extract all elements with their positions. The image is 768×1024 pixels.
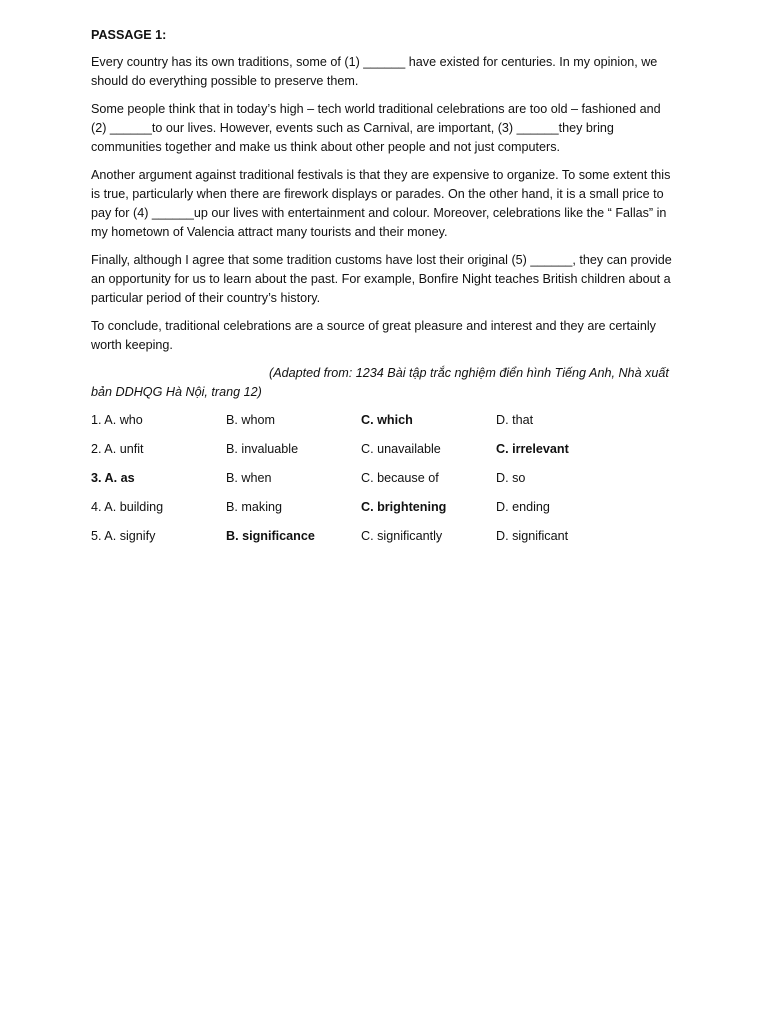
option-b: B. significance xyxy=(226,529,315,543)
question-row xyxy=(91,527,679,556)
question-row xyxy=(91,498,679,527)
option-d: C. irrelevant xyxy=(496,442,569,456)
option-b: B. whom xyxy=(226,413,275,427)
option-d: D. significant xyxy=(496,529,569,543)
question-row xyxy=(91,469,679,498)
question-list xyxy=(91,411,679,556)
paragraph-5: To conclude, traditional celebrations are a source of great pleasure and interest and they are certainly worth keeping. xyxy=(91,319,656,352)
option-c: C. unavailable xyxy=(361,442,441,456)
option-c: C. because of xyxy=(361,471,439,485)
option-a: 2. A. unfit xyxy=(91,442,144,456)
option-b: B. when xyxy=(226,471,272,485)
option-c: C. which xyxy=(361,413,413,427)
option-c: C. brightening xyxy=(361,500,447,514)
document-page xyxy=(91,26,679,556)
question-row xyxy=(91,411,679,440)
passage-heading: PASSAGE 1: xyxy=(91,28,167,42)
option-d: D. ending xyxy=(496,500,550,514)
option-c: C. significantly xyxy=(361,529,443,543)
option-b: B. making xyxy=(226,500,282,514)
option-d: D. so xyxy=(496,471,526,485)
paragraph-3: Another argument against traditional festivals is that they are expensive to organize. To some extent this is true, particularly when there are firework displays or parades. On the other hand, it is a small price to pay for (4) ______up our lives with entertainment and colour. Moreover, celebrations like the “ Fallas” in my hometown of Valencia attract many tourists and their money. xyxy=(91,168,671,239)
option-a: 4. A. building xyxy=(91,500,164,514)
source-citation xyxy=(91,364,679,402)
source-line-2: bản DDHQG Hà Nội, trang 12) xyxy=(91,385,262,399)
question-row xyxy=(91,440,679,469)
option-a: 1. A. who xyxy=(91,413,143,427)
paragraph-4: Finally, although I agree that some tradition customs have lost their original (5) ______, they can provide an opportunity for us to learn about the past. For example, Bonfire Night teaches British children about a particular period of their country’s history. xyxy=(91,253,672,305)
option-a: 3. A. as xyxy=(91,471,135,485)
option-a: 5. A. signify xyxy=(91,529,156,543)
paragraph-2: Some people think that in today’s high – tech world traditional celebrations are too old – fashioned and (2) ______to our lives. However, events such as Carnival, are important, (3) ______they bring communities together and make us think about other people and not just computers. xyxy=(91,102,661,154)
option-b: B. invaluable xyxy=(226,442,299,456)
paragraph-1: Every country has its own traditions, some of (1) ______ have existed for centuries. In my opinion, we should do everything possible to preserve them. xyxy=(91,55,658,88)
source-line-1: (Adapted from: 1234 Bài tập trắc nghiệm điển hình Tiếng Anh, Nhà xuất xyxy=(269,366,669,380)
option-d: D. that xyxy=(496,413,534,427)
